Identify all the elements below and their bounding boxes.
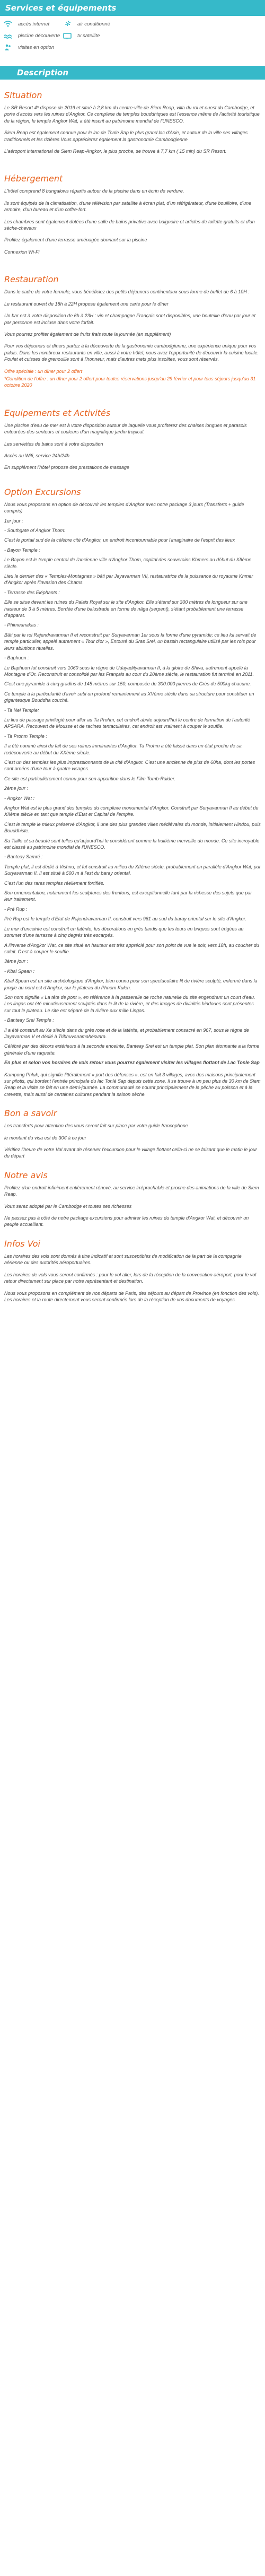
equipment-tv: tv satellite <box>63 32 122 39</box>
heb-p3: Les chambres sont également dotées d'une salle de bains privative avec baignoire et articles de toilette gratuits et d'un sèche-cheveux <box>4 219 255 231</box>
bon-p3: Vérifiez l'heure de votre Vol avant de réserver l'excursion pour le village flottant cella-ci ne se faisant que le matin le jour du départ <box>4 1147 257 1159</box>
rest-p4: Vous pourrez profiter également de fruits frais toute la journée (en supplément) <box>4 331 171 337</box>
avis-p1: Profitez d'un endroit infiniment entièrement rénové, au service irréprochable et proche des animations de la ville de Siem Reap. <box>4 1185 259 1197</box>
options-para: Nous vous proposons en option de découvrir les temples d'Angkor avec notre package 3 jours (Transferts + guide compris) <box>4 501 244 514</box>
equipment-grid <box>0 16 265 58</box>
hebergement-title: Hébergement <box>4 173 63 184</box>
options-para: Sa Taille et sa beauté sont telles qu'aujourd'hui le considèrent comme la huitième merveille du monde. Ce site incroyable est classé au patrimoine mondial de l'UNESCO. <box>4 838 260 850</box>
heb-p4: Profitez également d'une terrasse aménagée donnant sur la piscine <box>4 237 147 243</box>
options-para: - Ta Prohm Temple : <box>4 733 47 739</box>
options-para: Le Bayon est le temple central de l'ancienne ville d'Angkor Thom, capital des souverains Khmers au début du XIIème siècle. <box>4 557 252 569</box>
bon-savoir-title: Bon a savoir <box>4 1108 57 1119</box>
options-title: Option Excursions <box>4 486 81 497</box>
options-para: 3ème jour : <box>4 959 29 964</box>
equipment-air: ✻ air conditionné <box>63 20 122 28</box>
services-title: Services et équipements <box>5 3 117 13</box>
options-para: C'est un des temples les plus impressionnants de la cité d'Angkor. C'est une ancienne de plus de 60ha, dont les portes sont ornées d'une tour à quatre visages. <box>4 759 255 772</box>
infos-p3: Nous vous proposons en complément de nos départs de Paris, des séjours au départ de Province (en fonction des vols). Les horaires et la route directement vous seront confirmés lors de la réception de vos documents de voyages. <box>4 1290 259 1302</box>
options-para: Son nom signifie « La tête de pont », en référence à la passerelle de roche naturelle du site engendrant un court d'eau. Les lingas ont été minutieusement sculptés dans le lit de la rivière, et des images de divinités hindoues sont présentes sur tout le plateau. Le site est séparé de la rivière aux mille Lingas. <box>4 994 255 1013</box>
options-para: - Banteay Samré : <box>4 854 43 860</box>
options-para: - Terrasse des Eléphants : <box>4 589 60 595</box>
avis-p3: Ne passez pas à côté de notre package excursions pour admirer les ruines du temple d'Angkor Wat, et découvrir un peuple accueillant. <box>4 1215 249 1228</box>
situation-title: Situation <box>4 90 42 100</box>
options-para: - Phimeanakas : <box>4 622 39 628</box>
options-para: Le mur d'enceinte est construit en latérite, les décorations en grès tandis que les tours en briques sont érigées au sommet d'une terrasse à cinq degrés très escarpés. <box>4 926 244 938</box>
options-para: - Pré Rup : <box>4 906 28 912</box>
options-para: 1er jour : <box>4 518 23 524</box>
options-para: Temple plat, il est dédié à Vishnu, et fut construit au milieu du XIIème siècle, probablement en parallèle d'Angkor Wat, par Suryavarman II. Il est situé à 500 m à l'est du baray oriental. <box>4 864 261 876</box>
equipment-pool: piscine découverte <box>3 32 63 39</box>
options-para: - Southgate of Angkor Thom: <box>4 528 66 533</box>
options-para: - Banteay Srei Temple : <box>4 1017 54 1023</box>
rest-p1: Dans le cadre de votre formule, vous bénéficiez des petits déjeuners continentaux sous forme de buffet de 6 à 10H : <box>4 289 250 295</box>
description-bar <box>0 66 265 80</box>
content <box>0 90 265 1303</box>
options-para: Célébré par des décors extérieurs à la seconde enceinte, Banteay Srei est un temple plat. Son plan étonnante a la forme générale d'une raquette. <box>4 1043 260 1056</box>
rest-p2: Le restaurant ouvert de 18h à 22H propose également une carte pour le dîner <box>4 301 169 307</box>
bon-p2: le montant du visa est de 30€ à ce jour <box>4 1135 86 1141</box>
equipment-wifi: accès internet <box>3 20 63 28</box>
heb-p2: Ils sont équipés de la climatisation, d'une télévision par satellite à écran plat, d'un réfrigérateur, d'une bouilloire, d'une armoire, d'un bureau et d'un coffre-fort. <box>4 200 252 213</box>
restauration-title: Restauration <box>4 274 59 285</box>
options-para: Ce site est particulièrement connu pour son apparition dans le Film Tomb-Raider. <box>4 776 175 781</box>
options-para: - Bayon Temple : <box>4 547 40 553</box>
equip-p2: Les serviettes de bains sont à votre disposition <box>4 441 103 447</box>
avis-p2: Vous serez adopté par le Cambodge et toutes ses richesses <box>4 1203 132 1209</box>
offer-condition: *Condition de l'offre : un dîner pour 2 offert pour toutes réservations jusqu'au 29 février et pour tous séjours jusqu'au 31 octobre 2020 <box>4 376 256 388</box>
snowflake-icon: ✻ <box>64 20 70 28</box>
notre-avis-title: Notre avis <box>4 1170 48 1180</box>
options-para: Lieu le dernier des « Temples-Montagnes » bâti par Jayavarman VII, restauratrice de la puissance du royaume Khmer d'Angkor après l'invasion des Chams. <box>4 573 253 586</box>
options-para: Le Baphuon fut construit vers 1060 sous le règne de Udayadityavarman II, à la gloire de Shiva, autrement appelé la Montagne d'Or. Reconstruit et consolidé par les Français au cour du 20ème siècle, le restauration fut terminé en 2011. <box>4 665 254 677</box>
options-para: C'est l'un des rares temples réellement fortifiés. <box>4 880 105 886</box>
options-para: C'est le portail sud de la célèbre cité d'Angkor, un endroit incontournable pour l'imaginaire de l'esprit des lieux <box>4 537 235 543</box>
visit-icon <box>3 43 13 51</box>
options-para: Son ornementation, notamment les sculptures des frontons, est exceptionnelle tant par la richesse des sujets que par leur traitement. <box>4 890 252 902</box>
options-final: Kampong Phluk, qui signifie littéralement « port des défenses », est en fait 3 villages, avec des maisons principalement sur pilotis, qui bordent l'entrée principale du lac Tonlé Sap depuis cette zone. Il se trouve à un peu plus de 30 km de Siem Reap et la visite se fait en une demi-journée. La communauté se nourrit principalement de la pêche au poisson et à la crevette, mais aussi de certaines cultures pendant la saison sèche. <box>4 1072 261 1097</box>
situation-p1: Le SR Resort 4* dispose de 2019 et situé à 2,8 km du centre-ville de Siem Reap, villa du roi et ouest du Cambodge, et porte d'accès vers les ruines d'Angkor. Ce complexe de temples bouddhiques est l'essence même de l'activité touristique de la région, le temple Angkor Wat, a été inscrit au patrimoine mondial de l'UNESCO. <box>4 105 260 124</box>
rest-p5: Pour vos déjeuners et dîners partez à la découverte de la gastronomie cambodgienne, une expérience unique pour vos palais. Dans les nombreux restaurants en ville, aussi à votre hôtel, nous avez l'opportunité de découvrir la cuisine locale. Poulet et cuisses de grenouille sont à l'honneur, mais d'autres mets plus insolites, vous sont réservés. <box>4 343 259 362</box>
options-para: - Ta Nei Temple: <box>4 707 39 713</box>
options-bold-title: En plus et selon vos horaires de vols retour vous pourrez également visiter les villages flottant de Lac Tonle Sap <box>4 1060 260 1066</box>
situation-p2: Siem Reap est également connue pour le lac de Tonle Sap le plus grand lac d'Asie, et autour de la ville ses villages traditionnels et les rizières Vous apprécierez également la gastronomie Cambodgienne <box>4 130 248 142</box>
offer-title: Offre spéciale : un dîner pour 2 offert <box>4 368 83 374</box>
options-para: Ce temple à la particularité d'avoir subi un profond remaniement au XVème siècle dans sa structure pour constituer un gigantesque Bouddha couché. <box>4 691 254 703</box>
equip-p1: Une piscine d'eau de mer est à votre disposition autour de laquelle vous profiterez des chaises longues et parasols entourées des senteurs et couleurs d'un magnifique jardin tropical. <box>4 422 247 435</box>
options-para: Elle se situe devant les ruines du Palais Royal sur le site d'Angkor. Elle s'étend sur 300 mètres de longueur sur une hauteur de 3 à 5 mètres. Bordée d'une balustrade en forme de nâga (serpent), s'étant probablement une terrasse d'apparat. <box>4 599 248 619</box>
description-title: Description <box>17 68 69 77</box>
infos-p2: Les horaires de vols vous seront confirmés : pour le vol aller, lors de la réception de la convocation aéroport, pour le vol retour directement sur place par notre représentant et destination. <box>4 1272 257 1284</box>
rest-p3: Un bar est à votre disposition de 6h à 23H : vin et champagne Français sont disponibles, une bouteille d'eau par jour et par personne est incluse dans votre forfait. <box>4 313 256 325</box>
options-para: Kbal Spean est un site archéologique d'Angkor, bien connu pour son spectaculaire lit de rivière sculpté, enfermé dans la jungle au nord est d'Angkor, sur le plateau du Phnom Kulen. <box>4 978 258 990</box>
options-para: - Kbal Spean : <box>4 968 35 974</box>
options-list <box>4 501 261 1056</box>
tv-icon <box>63 32 72 39</box>
options-para: A l'inverse d'Angkor Wat, ce site situé en hauteur est très apprécié pour son point de vue le soir, vers 18h, au coucher du soleil. C'est à couper le souffle. <box>4 942 259 954</box>
heb-p1: L'hôtel comprend 8 bungalows répartis autour de la piscine dans un écrin de verdure. <box>4 188 184 194</box>
options-para: Bâti par le roi Rajendravarman II et reconstruit par Suryavarman 1er sous la forme d'une pyramide; ce lieu lui servait de temple particulier, appelé autrement « Tour d'or », Entouré du Sras Srei, un bassin rectangulaire utilisé par les rois pour leurs ablutions rituelles. <box>4 632 257 651</box>
options-para: Le lieu de passage privilégié pour aller au Ta Prohm, cet endroit abrite aujourd'hui le centre de formation de l'autorité APSARA. Recouvert de Mousse et de racines tentaculaires, cet endroit est vraiment à couper le souffle. <box>4 717 250 729</box>
equipements-title: Equipements et Activités <box>4 407 111 418</box>
options-para: Pré Rup est le temple d'Etat de Rajendravarman II, construit vers 961 au sud du baray oriental sur le site d'Angkor. <box>4 916 246 922</box>
equipment-visits: visites en option <box>3 43 63 51</box>
options-para: - Angkor Wat : <box>4 795 35 801</box>
infos-p1: Les horaires des vols sont donnés à titre indicatif et sont susceptibles de modification de la part de la compagnie aérienne ou des autorités aéroportuaires. <box>4 1253 242 1266</box>
situation-p3: L'aéroport international de Siem Reap-Angkor, le plus proche, se trouve à 7,7 km ( 15 min) du SR Resort. <box>4 149 227 154</box>
options-para: Angkor Wat est le plus grand des temples du complexe monumental d'Angkor. Construit par Suryavarman II au début du XIIème siècle en tant que temple d'Etat et Capital de l'empire. <box>4 805 259 817</box>
options-para: C'est le temple le mieux préservé d'Angkor, il une des plus grandes villes médiévales du monde, initialement Hindou, puis Bouddhiste. <box>4 821 261 834</box>
options-para: - Baphuon : <box>4 655 29 661</box>
infos-voi-title: Infos Voi <box>4 1238 40 1249</box>
bon-p1: Les transferts pour attention des vous seront fait sur place par votre guide francophone <box>4 1123 188 1129</box>
services-header <box>0 0 265 16</box>
wifi-icon <box>3 20 13 28</box>
options-para: Il a été nommé ainsi du fait de ses ruines imminantes d'Angkor. Ta Prohm a été laissé dans un état proche de sa redécouverte au début du XXème siècle. <box>4 743 242 755</box>
options-para: 2ème jour : <box>4 786 29 791</box>
equip-p4: En supplément l'hôtel propose des prestations de massage <box>4 465 129 471</box>
pool-icon <box>3 32 13 39</box>
equip-p3: Accès au Wifi, service 24h/24h <box>4 452 69 458</box>
heb-p5: Connexion Wi-Fi <box>4 249 40 255</box>
options-para: C'est une pyramide à cinq gradins de 145 mètres sur 150, composée de 300.000 pierres de Grès de 500kg chacune. <box>4 681 251 687</box>
options-para: Il a été construit au Xe siècle dans du grès rose et de la latérite, et probablement consacré en 967, sous le règne de Jayavarman V et dédié à Tribhuvanamahésvara. <box>4 1027 249 1039</box>
